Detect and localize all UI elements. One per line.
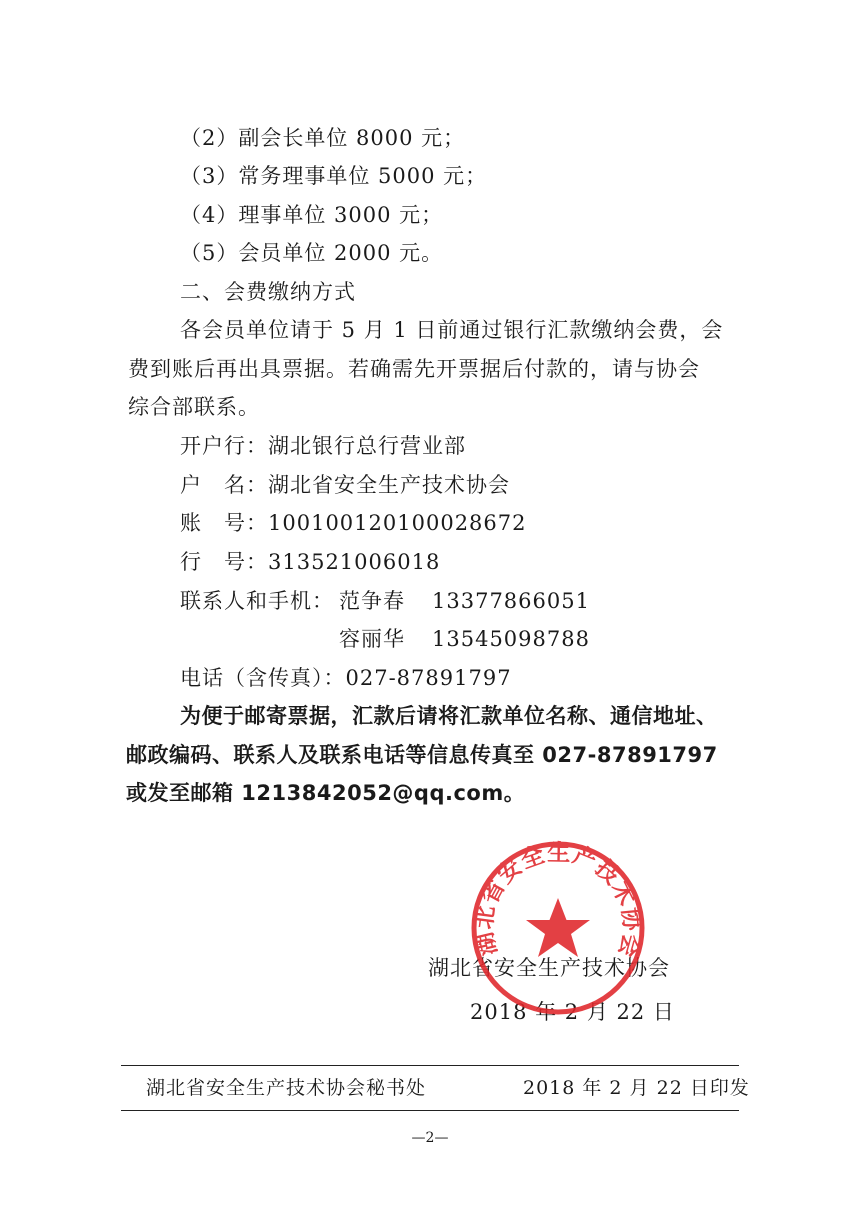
star-icon	[526, 898, 590, 957]
signature-org: 湖北省安全生产技术协会	[428, 956, 670, 980]
fee-item: （5）会员单位 2000 元。	[180, 241, 444, 265]
paragraph-line: 各会员单位请于 5 月 1 日前通过银行汇款缴纳会费，会	[180, 318, 724, 342]
bank-info-line: 账 号：100100120100028672	[180, 511, 527, 535]
notice-line: 或发至邮箱 1213842052@qq.com。	[126, 781, 526, 805]
bank-info-line: 行 号：313521006018	[180, 550, 441, 574]
notice-line: 邮政编码、联系人及联系电话等信息传真至 027-87891797	[126, 743, 718, 767]
official-seal	[470, 840, 646, 1016]
fee-item: （4）理事单位 3000 元；	[180, 203, 444, 227]
fee-item: （2）副会长单位 8000 元；	[180, 126, 466, 150]
section-heading: 二、会费缴纳方式	[180, 280, 356, 304]
paragraph-line: 费到账后再出具票据。若确需先开票据后付款的，请与协会	[128, 357, 700, 381]
paragraph-line: 综合部联系。	[128, 395, 260, 419]
signature-date: 2018 年 2 月 22 日	[470, 1000, 675, 1024]
footer-top-rule	[121, 1065, 739, 1066]
fee-item: （3）常务理事单位 5000 元；	[180, 164, 488, 188]
footer-bottom-rule	[121, 1110, 739, 1111]
seal-text: 湖北省安全生产技术协会	[471, 840, 645, 961]
notice-line: 为便于邮寄票据，汇款后请将汇款单位名称、通信地址、	[180, 704, 718, 728]
contact-name: 范争春	[339, 589, 405, 613]
contact-name: 容丽华	[339, 627, 405, 651]
contacts-label: 联系人和手机：	[180, 589, 334, 613]
contact-phone: 13545098788	[432, 627, 590, 651]
footer-issuer: 湖北省安全生产技术协会秘书处	[146, 1077, 427, 1099]
phone-fax: 电话（含传真）：027-87891797	[180, 666, 512, 690]
footer-issue-date: 2018 年 2 月 22 日印发	[523, 1077, 750, 1099]
bank-info-line: 开户行：湖北银行总行营业部	[180, 434, 466, 458]
contact-phone: 13377866051	[432, 589, 590, 613]
page-number: —2—	[411, 1130, 449, 1146]
bank-info-line: 户 名：湖北省安全生产技术协会	[180, 473, 510, 497]
